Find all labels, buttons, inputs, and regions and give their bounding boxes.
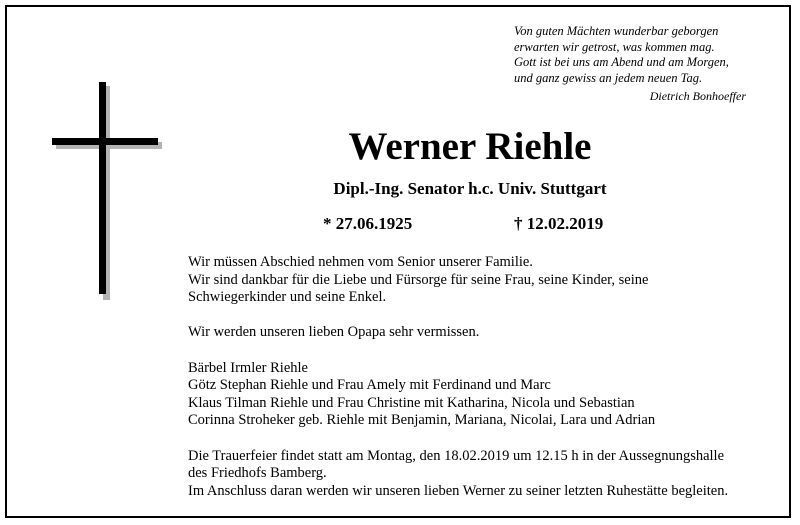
message-line: Schwiegerkinder und seine Enkel.	[188, 289, 387, 306]
family-member: Corinna Stroheker geb. Riehle mit Benjamin, Mariana, Nicolai, Lara und Adrian	[188, 412, 656, 429]
ceremony-line: Die Trauerfeier findet statt am Montag, den 18.02.2019 um 12.15 h in der Aussegnungshalle	[188, 447, 725, 464]
poem-line: und ganz gewiss an jedem neuen Tag.	[514, 70, 703, 85]
message-line: Wir sind dankbar für die Liebe und Fürsorge für seine Frau, seine Kinder, seine	[188, 271, 649, 288]
death-date: † 12.02.2019	[514, 214, 604, 233]
ceremony-line: des Friedhofs Bamberg.	[188, 465, 327, 482]
poem-block	[514, 24, 754, 105]
cross-beam-horizontal	[52, 138, 158, 145]
family-member: Klaus Tilman Riehle und Frau Christine mit Katharina, Nicola und Sebastian	[188, 394, 635, 411]
family-member: Bärbel Irmler Riehle	[188, 359, 308, 376]
notice-body	[188, 254, 778, 518]
poem-line: erwarten wir getrost, was kommen mag.	[514, 39, 715, 54]
message-paragraph	[188, 254, 778, 307]
family-member: Götz Stephan Riehle und Frau Amely mit Ferdinand und Marc	[188, 377, 551, 394]
ceremony-line: Im Anschluss daran werden wir unseren lieben Werner zu seiner letzten Ruhestätte begleiten.	[188, 482, 729, 499]
birth-date: * 27.06.1925	[323, 214, 413, 233]
poem-line: Von guten Mächten wunderbar geborgen	[514, 24, 719, 38]
ceremony-paragraph	[188, 448, 778, 501]
poem-line: Gott ist bei uns am Abend und am Morgen,	[514, 55, 729, 69]
message-line: Wir müssen Abschied nehmen vom Senior unserer Familie.	[188, 254, 533, 270]
deceased-name: Werner Riehle	[348, 125, 592, 168]
deceased-title: Dipl.-Ing. Senator h.c. Univ. Stuttgart	[333, 179, 607, 198]
poem-author: Dietrich Bonhoeffer	[649, 89, 746, 103]
cross-beam-vertical	[99, 82, 106, 294]
farewell-paragraph	[188, 324, 778, 342]
farewell-line: Wir werden unseren lieben Opapa sehr vermissen.	[188, 324, 480, 341]
cross-icon	[52, 82, 162, 300]
family-list	[188, 360, 778, 430]
